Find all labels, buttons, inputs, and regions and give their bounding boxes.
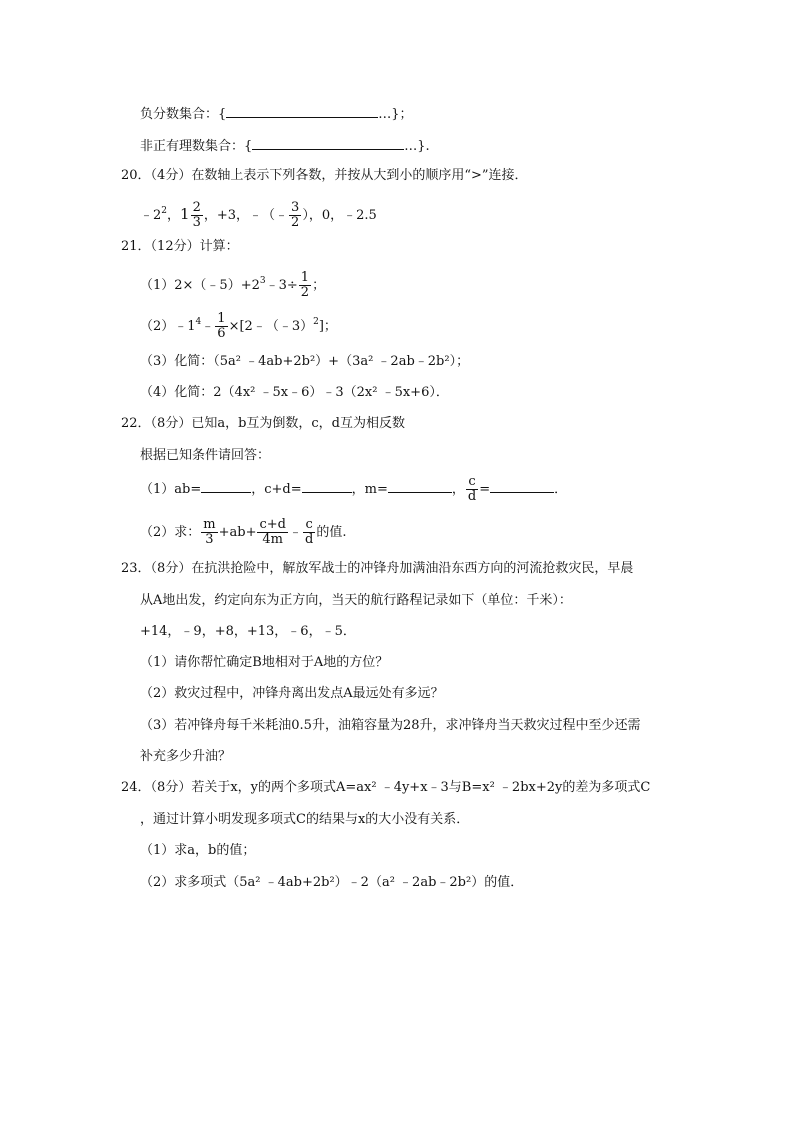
q21-heading: 21．（12分）计算： <box>121 239 239 254</box>
q22-c-over-d: $\frac{c}{d}$ <box>467 474 477 504</box>
nonpositive-rational-set-line <box>140 136 430 157</box>
q21-p1-fraction: $\frac{1}{2}$ <box>300 270 310 300</box>
nonpositive-rational-set-label: 非正有理数集合：{ <box>140 139 253 154</box>
q24-line2: ，通过计算小明发现多项式C的结果与x的大小没有关系． <box>140 812 470 827</box>
q20-numbers: $﹣2^2$，1 $\frac{2}{3}$ ，+3，﹣（﹣ $\frac{3}{2}$ ），0，﹣2.5 <box>140 200 377 230</box>
q21-part3: （3）化简：（5a² ﹣4ab+2b²）+（3a² ﹣2ab﹣2b²）； <box>140 354 470 369</box>
q20-tail: ），0，﹣2.5 <box>302 208 377 223</box>
q23-part2: （2）救灾过程中，冲锋舟离出发点A最远处有多远？ <box>140 686 444 701</box>
q20-mixed-whole: 1 <box>180 205 190 223</box>
q23-records: +14，﹣9，+8，+13，﹣6，﹣5． <box>140 624 356 639</box>
q23-line2: 从A地出发，约定向东为正方向，当天的航行路程记录如下（单位：千米）： <box>140 593 572 608</box>
q24-part2: （2）求多项式（5a² ﹣4ab+2b²）﹣2（a² ﹣2ab﹣2b²）的值． <box>140 875 524 890</box>
q23-part3-cont: 补充多少升油？ <box>140 749 232 764</box>
q22-c-over-d-2: $\frac{c}{d}$ <box>304 517 314 547</box>
q21-p2-fraction: $\frac{1}{6}$ <box>217 311 226 341</box>
q22-cd-ratio-blank[interactable] <box>490 479 554 493</box>
negative-fraction-set-tail: …}； <box>378 107 413 122</box>
q22-cd-blank[interactable] <box>302 479 352 493</box>
q22-subheading: 根据已知条件请回答： <box>140 448 271 463</box>
negative-fraction-set-line <box>140 104 413 125</box>
q22-m-over-3: $\frac{m}{3}$ <box>203 517 216 547</box>
q20-heading: 20．（4分）在数轴上表示下列各数，并按从大到小的顺序用“>”连接． <box>121 168 528 183</box>
q24-part1: （1）求a，b的值； <box>140 843 256 858</box>
q22-part2: （2）求： $\frac{m}{3}$ +ab+ $\frac{c+d}{4m}$ ﹣ $\frac{c}{d}$ 的值. <box>140 517 347 547</box>
q21-part1: $(1)2\times(﹣5)+2^3﹣3\div$ $\frac{1}{2}$ ； <box>140 270 326 300</box>
nonpositive-rational-set-tail: …}. <box>404 139 430 154</box>
q20-num-a-exp: 2 <box>161 206 168 216</box>
negative-fraction-set-blank[interactable] <box>226 104 378 118</box>
q23-part3: （3）若冲锋舟每千米耗油0.5升，油箱容量为28升，求冲锋舟当天救灾过程中至少还需 <box>140 718 641 733</box>
q20-num-a: ﹣2 <box>140 208 162 223</box>
q20-mixed-fraction: $\frac{2}{3}$ <box>192 200 201 230</box>
nonpositive-rational-set-blank[interactable] <box>252 136 404 150</box>
q22-heading: 22．（8分）已知a，b互为倒数，c，d互为相反数 <box>121 416 405 431</box>
q23-heading: 23．（8分）在抗洪抢险中，解放军战士的冲锋舟加满油沿东西方向的河流抢救灾民，早晨 <box>121 561 634 576</box>
negative-fraction-set-label: 负分数集合：{ <box>140 107 227 122</box>
q21-part2: $(2)﹣1^4﹣$ $\frac{1}{6}$ ×[2﹣（﹣3）$^2$]； <box>140 311 337 341</box>
q24-heading: 24．（8分）若关于x，y的两个多项式A=ax² ﹣4y+x﹣3与B=x² ﹣2bx+2y的差为多项式C <box>121 780 651 795</box>
q23-part1: （1）请你帮忙确定B地相对于A地的方位？ <box>140 655 389 670</box>
q20-num-c: ，+3，﹣（﹣ <box>203 208 289 223</box>
q20-fraction: $\frac{3}{2}$ <box>291 200 300 230</box>
q22-ab-blank[interactable] <box>201 479 251 493</box>
q22-m-blank[interactable] <box>388 479 452 493</box>
q22-part1: （1）ab= ，c+d= ，m= ， $\frac{c}{d}$ = ． <box>140 474 568 504</box>
q22-cd-over-4m: $\frac{c+d}{4m}$ <box>259 517 286 547</box>
q21-part4: （4）化简：2（4x² ﹣5x﹣6）﹣3（2x² ﹣5x+6）． <box>140 385 449 400</box>
